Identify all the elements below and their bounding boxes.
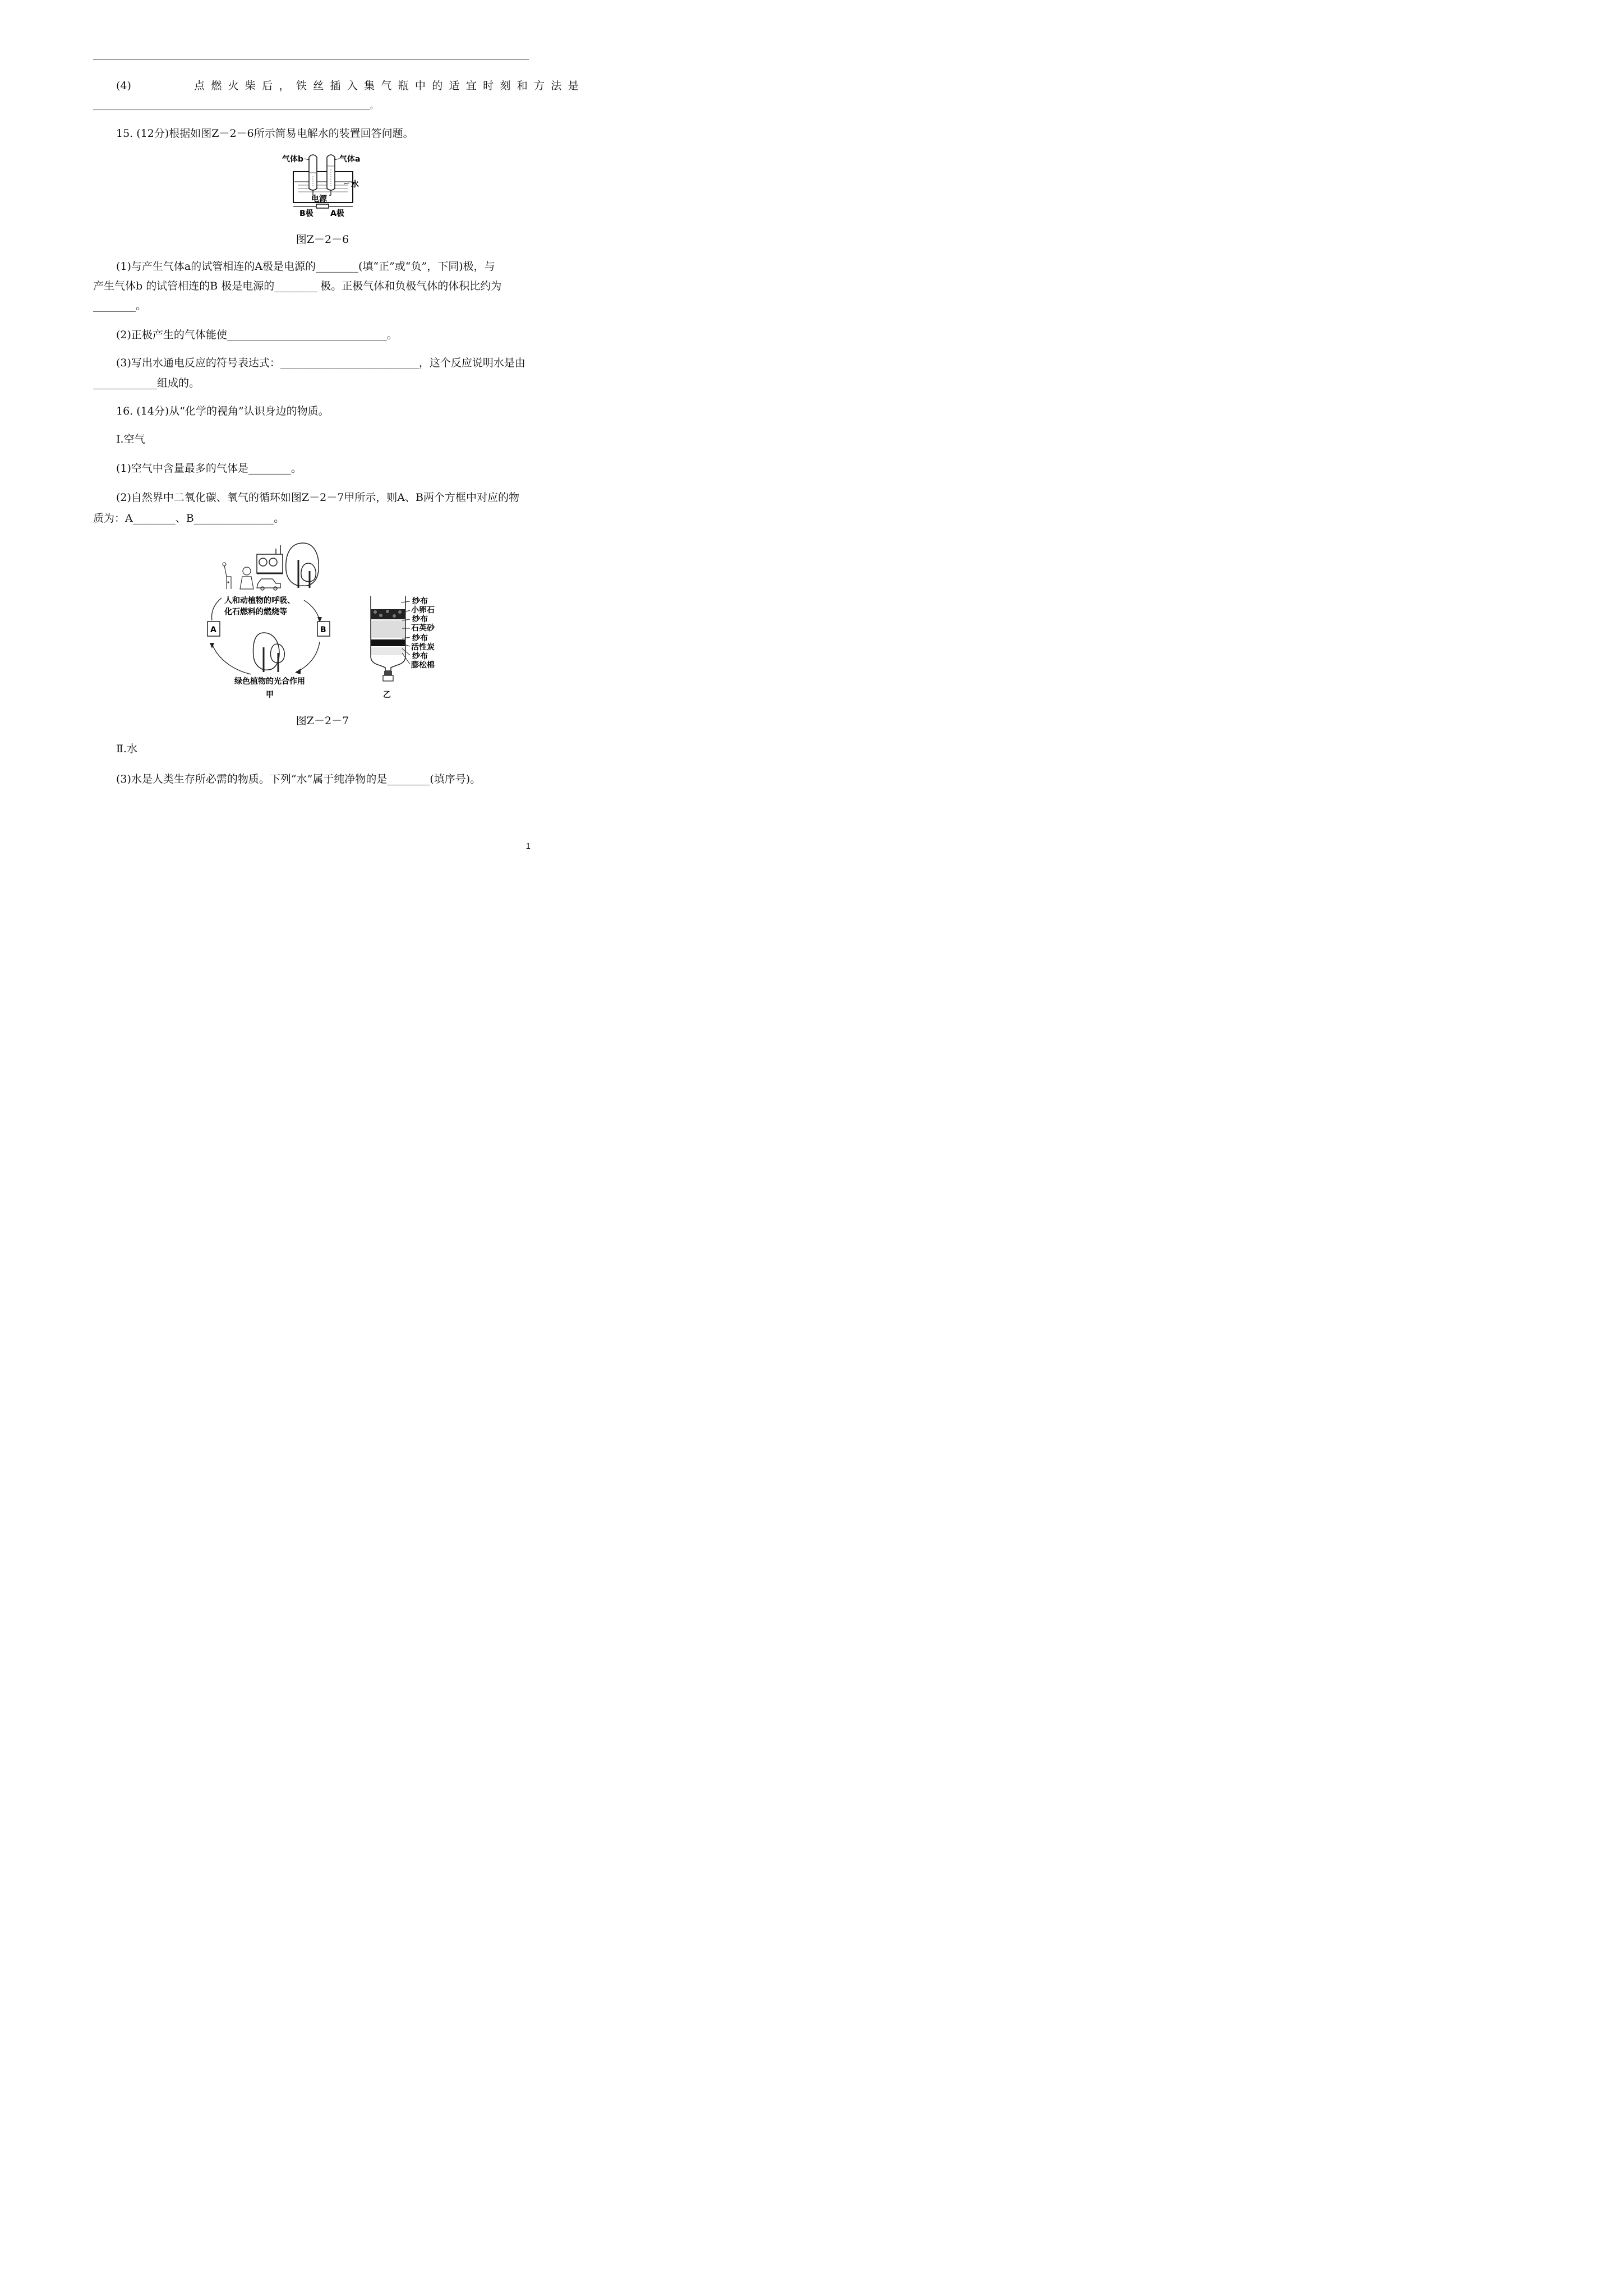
box-a-label: A: [210, 625, 216, 634]
q16-section-air: Ⅰ.空气: [116, 433, 145, 445]
power-source: [316, 204, 329, 208]
figure-caption-z27: 图Z－2－7: [296, 715, 349, 727]
label-jia: 甲: [266, 691, 274, 700]
label-gas-a: 气体a: [339, 155, 361, 164]
car-icon: [257, 579, 280, 590]
q15-part2: (2)正极产生的气体能使______________________________。: [116, 329, 398, 341]
label-yi: 乙: [383, 691, 391, 700]
label-power: 电源: [311, 195, 327, 204]
q16-section-water: Ⅱ.水: [116, 743, 137, 755]
cycle-bottom-label: 绿色植物的光合作用: [234, 677, 305, 686]
filter-layer-3: 纱布: [412, 615, 428, 624]
water-filter-figure: [367, 595, 446, 700]
label-electrode-b: B极: [299, 209, 313, 218]
page-number: 1: [525, 841, 531, 851]
q16-part2-line2: 质为：A________、B_______________。: [93, 512, 285, 524]
giraffe-icon: [223, 563, 231, 589]
cycle-top-label-line1: 人和动植物的呼吸、: [224, 596, 295, 605]
filter-layer-6: 活性炭: [411, 643, 435, 652]
trees-top-icon: [286, 543, 319, 588]
q15-title: 15. (12分)根据如图Z－2－6所示简易电解水的装置回答问题。: [116, 127, 414, 140]
q14-part4-text: 点燃火柴后，铁丝插入集气瓶中的适宜时刻和方法是: [194, 80, 585, 92]
figure-caption-z26: 图Z－2－6: [296, 233, 349, 246]
q15-part1-line3: ________。: [93, 300, 147, 312]
q15-part1-line2: 产生气体b 的试管相连的B 极是电源的________ 极。正极气体和负极气体的体积比约为: [93, 280, 502, 292]
q16-part2-line1: (2)自然界中二氧化碳、氧气的循环如图Z－2－7甲所示，则A、B两个方框中对应的物: [116, 491, 519, 504]
label-gas-b: 气体b: [282, 155, 304, 164]
arrow-right-down: [304, 600, 320, 622]
q16-part1: (1)空气中含量最多的气体是________。: [116, 462, 302, 475]
q16-title: 16. (14分)从“化学的视角”认识身边的物质。: [116, 405, 329, 417]
q16-part3: (3)水是人类生存所必需的物质。下列“水”属于纯净物的是________(填序号)。: [116, 773, 481, 785]
label-electrode-a: A极: [330, 209, 344, 218]
filter-layer-4: 石英砂: [411, 624, 435, 633]
q14-part4-answer-line: ____________________________________________________________________________。: [93, 102, 377, 111]
filter-layer-1: 纱布: [412, 597, 428, 606]
child-icon: [240, 567, 253, 589]
label-water: 水: [351, 180, 359, 189]
trees-bottom-icon: [253, 633, 285, 672]
cycle-top-label-line2: 化石燃料的燃烧等: [224, 608, 287, 616]
filter-layer-8: 膨松棉: [411, 661, 435, 670]
filter-layer-7: 纱布: [412, 652, 428, 661]
layer-quartz-sand: [371, 620, 405, 637]
arrow-right-bottom: [296, 642, 320, 672]
filter-outlet: [383, 675, 393, 681]
carbon-oxygen-cycle-figure: [202, 537, 348, 700]
q14-part4-line: [116, 79, 585, 93]
layer-activated-carbon: [371, 639, 405, 646]
filter-layer-5: 纱布: [412, 634, 428, 643]
arrow-left-up: [212, 598, 222, 620]
factory-icon: [257, 545, 283, 573]
q14-part4-number: (4): [116, 80, 131, 92]
layer-cotton: [371, 647, 405, 655]
box-b-label: B: [320, 625, 326, 634]
arrow-left-bottom: [212, 644, 251, 674]
filter-layer-2: 小卵石: [411, 606, 435, 615]
document-page: [0, 0, 618, 875]
tube-gas-b: [309, 155, 317, 190]
electrolysis-figure: [278, 150, 373, 219]
q15-part3-line2: ____________组成的。: [93, 377, 200, 389]
q15-part3-line1: (3)写出水通电反应的符号表达式：__________________________，这个反应说明水是由: [116, 357, 525, 369]
q15-part1-line1: (1)与产生气体a的试管相连的A极是电源的________(填“正”或“负”，下同)极，与: [116, 260, 495, 273]
